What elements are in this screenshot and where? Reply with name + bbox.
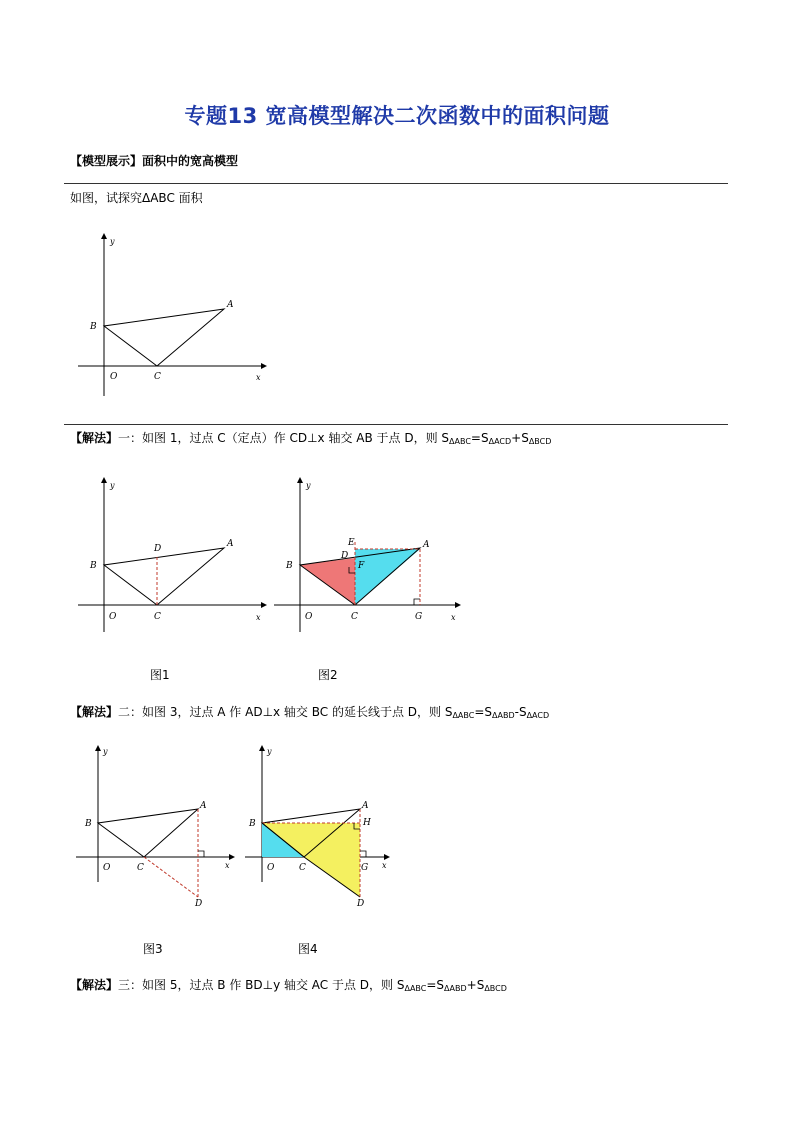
point-a-label: A (423, 540, 430, 550)
method-3-sub-1: ΔABC (404, 984, 427, 993)
section-divider (64, 183, 728, 184)
method-1-sub-2: ΔACD (488, 437, 512, 446)
method-2-op: -S (514, 705, 527, 719)
method-3-text: 三：如图 5，过点 B 作 BD⊥y 轴交 AC 于点 D，则 S (118, 978, 405, 992)
method-3-sub-2: ΔABD (444, 984, 467, 993)
point-f-label: F (358, 561, 365, 571)
point-o-label: O (110, 372, 118, 382)
point-o-label: O (267, 863, 275, 873)
caption-fig3: 图3 (143, 942, 163, 956)
method-3-label: 【解法】 (70, 978, 119, 992)
caption-fig4: 图4 (298, 942, 318, 956)
section-heading-text: 面积中的宽高模型 (142, 154, 239, 168)
method-3 (70, 976, 507, 993)
y-label: y (103, 747, 108, 756)
point-a-label: A (227, 300, 234, 310)
point-b-label: B (90, 322, 97, 332)
caption-fig1: 图1 (150, 668, 170, 682)
method-1-eq: =S (470, 431, 489, 445)
triangle-abc (104, 309, 224, 366)
figure-4 (235, 742, 405, 922)
method-2-sub-1: ΔABC (452, 711, 475, 720)
point-b-label: B (90, 561, 97, 571)
point-d-label: D (154, 544, 162, 554)
section-heading (70, 152, 238, 169)
method-1-label: 【解法】 (70, 431, 119, 445)
point-c-label: C (137, 863, 144, 873)
point-c-label: C (299, 863, 306, 873)
point-b-label: B (85, 819, 92, 829)
point-b-label: B (249, 819, 256, 829)
method-2-eq: =S (474, 705, 493, 719)
point-a-label: A (227, 539, 234, 549)
point-a-label: A (200, 801, 207, 811)
y-label: y (110, 237, 115, 246)
x-label: x (451, 613, 456, 622)
triangle-abc (98, 809, 198, 857)
y-axis-arrow (101, 233, 107, 239)
point-d-label: D (357, 899, 365, 909)
method-3-eq: =S (426, 978, 445, 992)
triangle-abc (104, 548, 224, 605)
method-3-op: +S (466, 978, 485, 992)
caption-fig2: 图2 (318, 668, 338, 682)
method-1-sub-3: ΔBCD (528, 437, 552, 446)
y-label: y (306, 481, 311, 490)
method-3-sub-3: ΔBCD (484, 984, 507, 993)
method-2-text: 二：如图 3，过点 A 作 AD⊥x 轴交 BC 的延长线于点 D，则 S (118, 705, 453, 719)
method-1 (70, 429, 551, 446)
point-c-label: C (351, 612, 358, 622)
section-bracket-label: 【模型展示】 (70, 154, 143, 168)
point-a-label: A (362, 801, 369, 811)
method-divider (64, 424, 728, 425)
point-c-label: C (154, 372, 161, 382)
point-c-label: C (154, 612, 161, 622)
point-d-label: D (341, 551, 349, 561)
point-o-label: O (305, 612, 313, 622)
method-1-text: 一：如图 1，过点 C（定点）作 CD⊥x 轴交 AB 于点 D，则 S (118, 431, 450, 445)
point-b-label: B (286, 561, 293, 571)
x-label: x (256, 373, 261, 382)
point-g-label: G (415, 612, 423, 622)
point-d-label: D (195, 899, 203, 909)
point-h-label: H (363, 818, 371, 828)
x-label: x (256, 613, 261, 622)
y-label: y (110, 481, 115, 490)
y-label: y (267, 747, 272, 756)
page-title: 专题13 宽高模型解决二次函数中的面积问题 (184, 104, 610, 128)
method-2 (70, 703, 549, 720)
dashed-cd (144, 857, 198, 897)
method-1-sub-1: ΔABC (449, 437, 471, 446)
method-1-op: +S (511, 431, 529, 445)
x-label: x (382, 861, 387, 870)
intro-text: 如图，试探究ΔABC 面积 (70, 191, 203, 205)
figure-1 (70, 472, 270, 632)
base-figure (70, 228, 270, 398)
method-2-sub-2: ΔABD (492, 711, 515, 720)
x-label: x (225, 861, 230, 870)
method-2-label: 【解法】 (70, 705, 119, 719)
figure-2 (268, 472, 468, 632)
point-o-label: O (109, 612, 117, 622)
x-axis-arrow (261, 363, 267, 369)
method-2-sub-3: ΔACD (526, 711, 550, 720)
red-region (300, 558, 355, 605)
point-g-label: G (361, 863, 369, 873)
figure-3 (70, 742, 240, 922)
point-o-label: O (103, 863, 111, 873)
point-e-label: E (348, 538, 355, 548)
